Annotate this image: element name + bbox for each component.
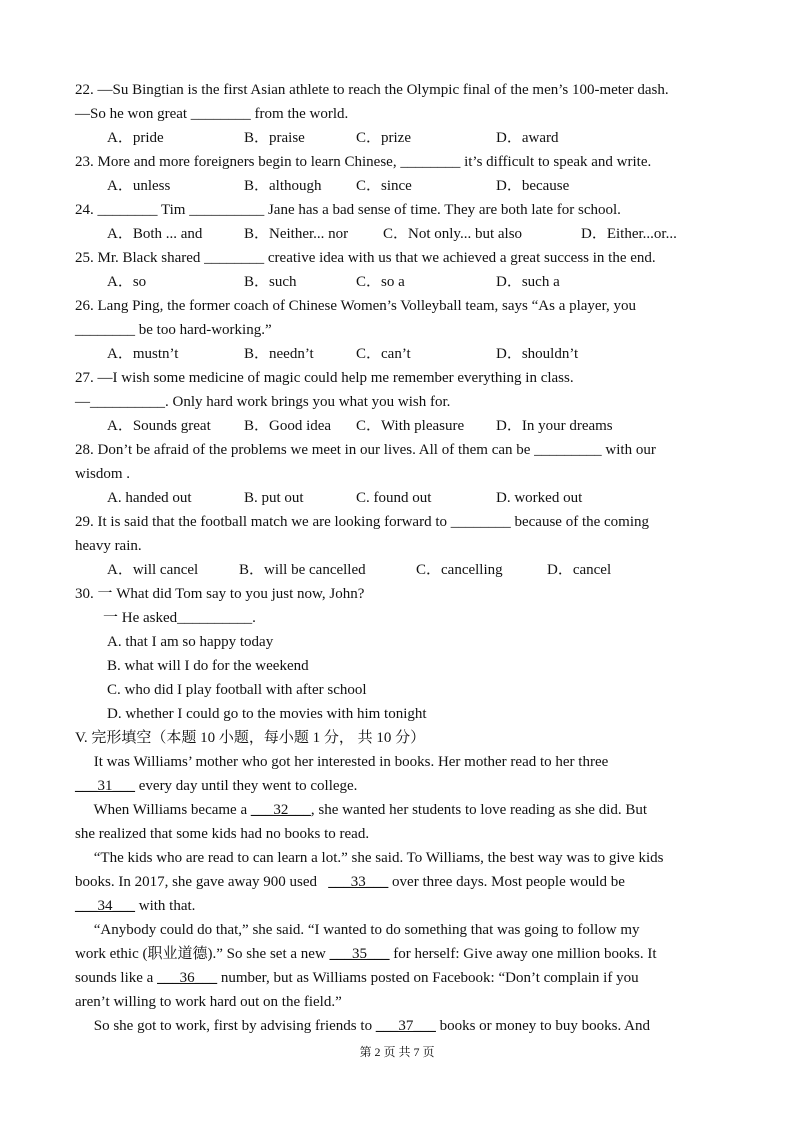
passage-line <box>75 992 342 1012</box>
option-d[interactable]: D. worked out <box>496 490 583 506</box>
option-c[interactable]: C．since <box>356 178 412 194</box>
passage-text: sounds like a <box>75 970 158 986</box>
blank: ___37___ <box>375 1018 436 1034</box>
question-stem: 24. ________ Tim __________ Jane has a bad sense of time. They are both late for school. <box>75 202 621 218</box>
option-a[interactable]: A．pride <box>107 130 164 146</box>
passage-line <box>75 944 657 964</box>
question-stem: heavy rain. <box>75 538 142 554</box>
option-a[interactable]: A．Sounds great <box>107 418 211 434</box>
passage-text: number, but as Williams posted on Facebook: “Don’t complain if you <box>217 970 639 986</box>
passage-text: with that. <box>135 898 196 914</box>
passage-text: books or money to buy books. And <box>435 1018 650 1034</box>
question-stem: 23. More and more foreigners begin to learn Chinese, ________ it’s difficult to speak and write. <box>75 154 652 170</box>
passage-line <box>75 848 663 868</box>
passage-text: she realized that some kids had no books to read. <box>75 826 370 842</box>
passage-text: It was Williams’ mother who got her interested in books. Her mother read to her three <box>75 754 609 770</box>
blank: ___32___ <box>250 802 311 818</box>
option-c[interactable]: C. found out <box>356 490 432 506</box>
options-row <box>0 344 794 364</box>
question-stem: 22. —Su Bingtian is the first Asian athlete to reach the Olympic final of the men’s 100-meter dash. <box>75 82 669 98</box>
options-row <box>0 416 794 436</box>
option-d[interactable]: D．In your dreams <box>496 418 613 434</box>
option-d[interactable]: D．shouldn’t <box>496 346 579 362</box>
passage-text: “The kids who are read to can learn a lot.” she said. To Williams, the best way was to give kids <box>75 850 664 866</box>
passage-text: every day until they went to college. <box>135 778 358 794</box>
option-a[interactable]: A. that I am so happy today <box>107 634 274 650</box>
option-c[interactable]: C．cancelling <box>416 562 503 578</box>
passage-text: When Williams became a <box>75 802 251 818</box>
option-a[interactable]: A．so <box>107 274 147 290</box>
option-b[interactable]: B．will be cancelled <box>239 562 366 578</box>
passage-line <box>75 824 369 844</box>
option-b[interactable]: B．Good idea <box>244 418 332 434</box>
passage-text: for herself: Give away one million books. It <box>389 946 657 962</box>
passage-line <box>75 872 625 892</box>
option-a[interactable]: A．unless <box>107 178 171 194</box>
passage-line <box>75 968 639 988</box>
question-stem: wisdom . <box>75 466 131 482</box>
question-stem: ________ be too hard-working.” <box>75 322 272 338</box>
passage-text: over three days. Most people would be <box>388 874 625 890</box>
option-c[interactable]: C. who did I play football with after school <box>107 682 367 698</box>
question-stem: 29. It is said that the football match we are looking forward to ________ because of the coming <box>75 514 650 530</box>
option-d[interactable]: D．cancel <box>547 562 612 578</box>
passage-line <box>75 1016 650 1036</box>
option-a[interactable]: A．mustn’t <box>107 346 179 362</box>
option-b[interactable]: B．needn’t <box>244 346 314 362</box>
option-a[interactable]: A．Both ... and <box>107 226 203 242</box>
options-row <box>0 488 794 508</box>
passage-line <box>75 752 608 772</box>
option-d[interactable]: D．such a <box>496 274 560 290</box>
option-c[interactable]: C．With pleasure <box>356 418 465 434</box>
option-b[interactable]: B．praise <box>244 130 305 146</box>
passage-text: , she wanted her students to love reading as she did. But <box>310 802 648 818</box>
question-stem: 27. —I wish some medicine of magic could help me remember everything in class. <box>75 370 574 386</box>
passage-line <box>75 776 357 796</box>
option-a[interactable]: A. handed out <box>107 490 192 506</box>
option-d[interactable]: D．award <box>496 130 559 146</box>
passage-text: “Anybody could do that,” she said. “I wanted to do something that was going to follow my <box>75 922 640 938</box>
passage-text: work ethic (职业道德).” So she set a new <box>75 946 330 962</box>
options-row <box>0 224 794 244</box>
blank: ___31___ <box>75 778 135 794</box>
option-b[interactable]: B．Neither... nor <box>244 226 349 242</box>
option-c[interactable]: C．Not only... but also <box>383 226 523 242</box>
question-stem: 30. 一 What did Tom say to you just now, John? <box>75 586 365 602</box>
passage-text: books. In 2017, she gave away 900 used <box>75 874 329 890</box>
passage-line <box>75 896 195 916</box>
question-stem: —So he won great ________ from the world. <box>75 106 349 122</box>
question-stem: 28. Don’t be afraid of the problems we meet in our lives. All of them can be _________ with our <box>75 442 656 458</box>
section-title: V. 完形填空（本题 10 小题，每小题 1 分， 共 10 分） <box>75 730 426 746</box>
option-c[interactable]: C．prize <box>356 130 411 146</box>
option-d[interactable]: D．Either...or... <box>581 226 677 242</box>
option-b[interactable]: B. what will I do for the weekend <box>107 658 309 674</box>
passage-text: aren’t willing to work hard out on the field.” <box>75 994 342 1010</box>
option-c[interactable]: C．can’t <box>356 346 411 362</box>
passage-line <box>75 920 640 940</box>
passage-text: So she got to work, first by advising friends to <box>75 1018 376 1034</box>
question-stem: —__________. Only hard work brings you what you wish for. <box>75 394 451 410</box>
option-d[interactable]: D. whether I could go to the movies with him tonight <box>107 706 427 722</box>
option-b[interactable]: B．although <box>244 178 322 194</box>
question-stem: 一 He asked__________. <box>103 610 256 626</box>
option-b[interactable]: B. put out <box>244 490 304 506</box>
options-row <box>0 272 794 292</box>
question-stem: 25. Mr. Black shared ________ creative idea with us that we achieved a great success in the end. <box>75 250 656 266</box>
option-c[interactable]: C．so a <box>356 274 405 290</box>
option-b[interactable]: B．such <box>244 274 297 290</box>
blank: ___36___ <box>157 970 218 986</box>
blank: ___33___ <box>328 874 389 890</box>
options-row <box>0 176 794 196</box>
page-footer: 第 2 页 共 7 页 <box>359 1045 435 1059</box>
option-a[interactable]: A．will cancel <box>107 562 199 578</box>
option-d[interactable]: D．because <box>496 178 570 194</box>
blank: ___35___ <box>329 946 390 962</box>
passage-line <box>75 800 647 820</box>
blank: ___34___ <box>75 898 135 914</box>
options-row <box>0 128 794 148</box>
options-row <box>0 560 794 580</box>
question-stem: 26. Lang Ping, the former coach of Chinese Women’s Volleyball team, says “As a player, you <box>75 298 636 314</box>
